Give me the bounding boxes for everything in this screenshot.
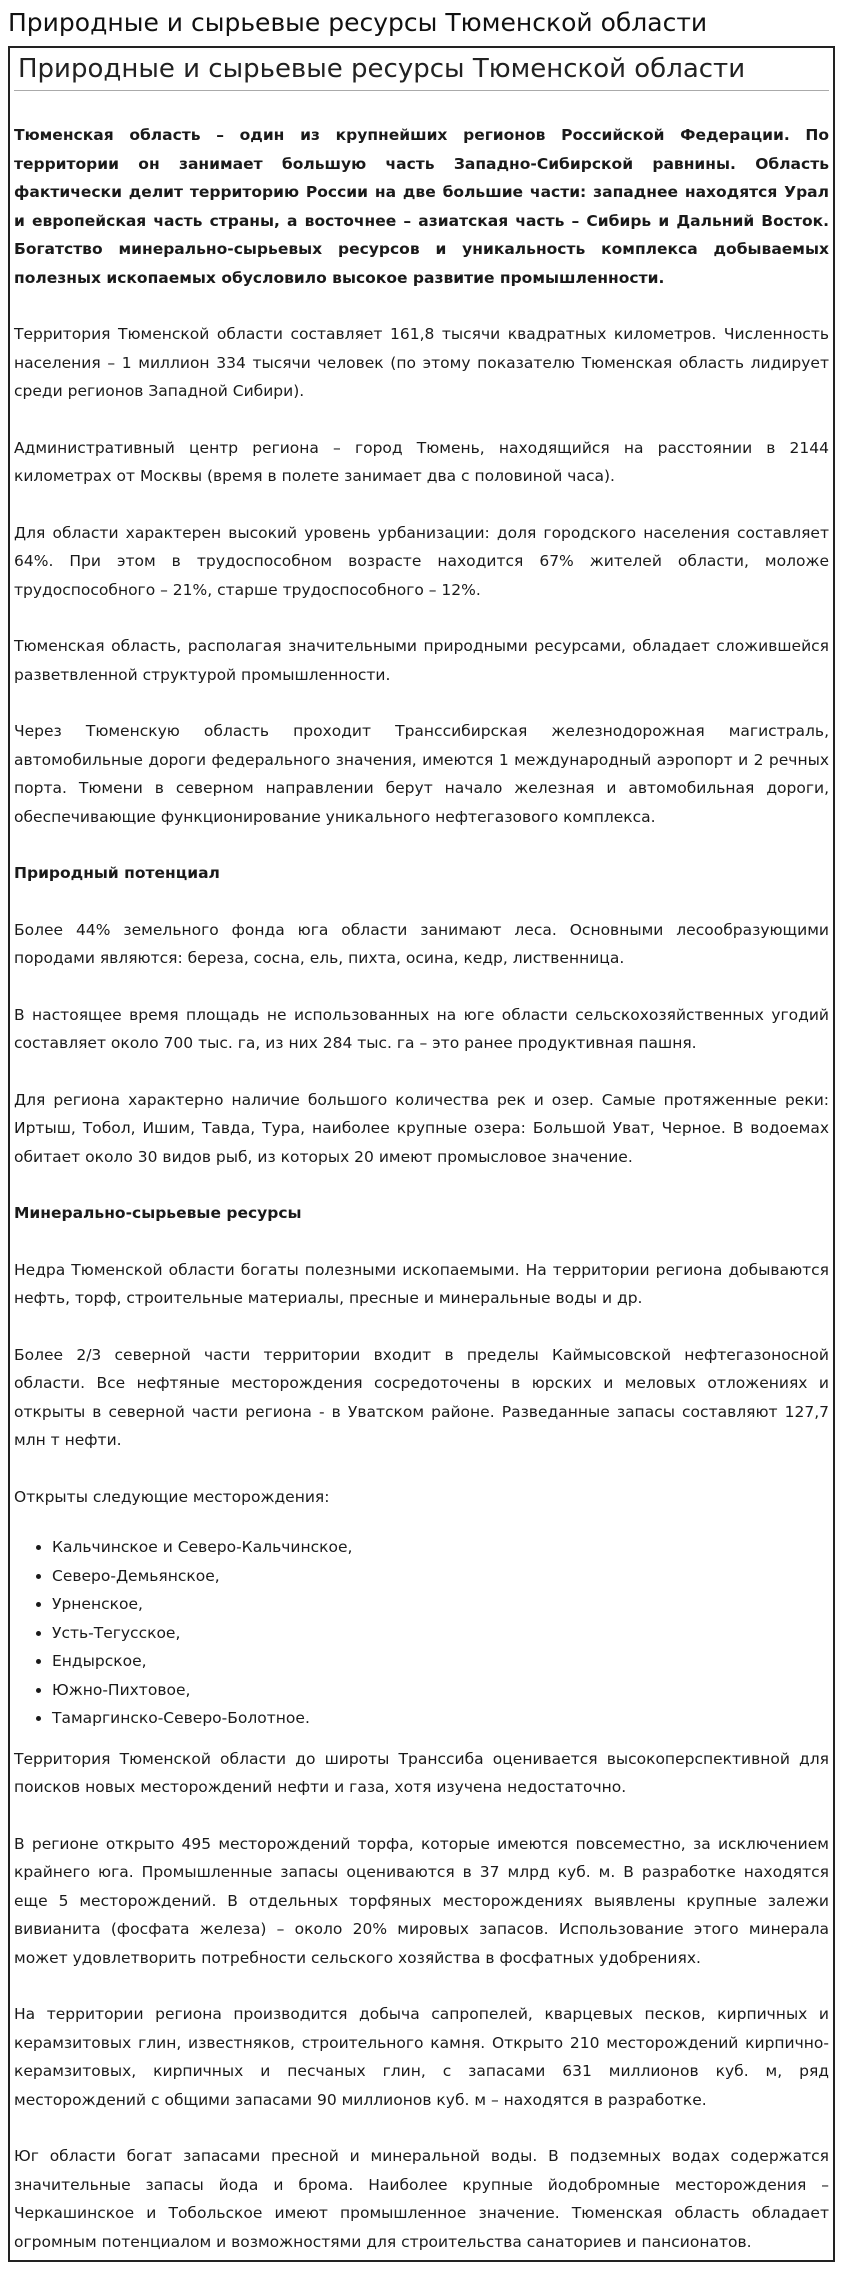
paragraph-building-materials: На территории региона производится добыча сапропелей, кварцевых песков, кирпичных и керамзитовых глин, известняков, строительного камня. Открыто 210 месторождений кирпично-керамзитовых, кирпичных и песчаных глин, с запасами 631 миллионов куб. м, ряд месторождений с общими запасами 90 миллионов куб. м – находятся в разработке. bbox=[14, 2005, 829, 2109]
list-item: • Кальчинское и Северо-Кальчинское, bbox=[52, 1533, 829, 1562]
page-title: Природные и сырьевые ресурсы Тюменской области bbox=[8, 8, 708, 37]
list-item: • Урненское, bbox=[52, 1590, 829, 1619]
article-title: Природные и сырьевые ресурсы Тюменской области bbox=[14, 48, 829, 91]
paragraph-farmland: В настоящее время площадь не использованных на юге области сельскохозяйственных угодий составляет около 700 тыс. га, из них 284 тыс. га – это ранее продуктивная пашня. bbox=[14, 1005, 829, 1052]
article-frame bbox=[8, 46, 835, 2262]
paragraph-subsoil: Недра Тюменской области богаты полезными ископаемыми. На территории региона добываются нефть, торф, строительные материалы, пресные и минеральные воды и др. bbox=[14, 1260, 829, 1307]
heading-mineral-resources: Минерально-сырьевые ресурсы bbox=[14, 1204, 302, 1222]
heading-natural-potential: Природный потенциал bbox=[14, 864, 220, 882]
paragraph-urbanization: Для области характерен высокий уровень урбанизации: доля городского населения составляет 64%. При этом в трудоспособном возрасте находится 67% жителей области, моложе трудоспособного – 21%, старше трудоспособного – 12%. bbox=[14, 523, 829, 599]
paragraph-capital: Административный центр региона – город Тюмень, находящийся на расстоянии в 2144 километрах от Москвы (время в полете занимает два с половиной часа). bbox=[14, 438, 829, 485]
paragraph-transport: Через Тюменскую область проходит Транссибирская железнодорожная магистраль, автомобильные дороги федерального значения, имеются 1 международный аэропорт и 2 речных порта. Тюмени в северном направлении берут начало железная и автомобильная дороги, обеспечивающие функционирование уникального нефтегазового комплекса. bbox=[14, 722, 829, 826]
deposits-list bbox=[14, 1533, 829, 1733]
paragraph-oil-region: Более 2/3 северной части территории входит в пределы Каймысовской нефтегазоносной области. Все нефтяные месторождения сосредоточены в юрских и меловых отложениях и открыты в северной части региона - в Уватском районе. Разведанные запасы составляют 127,7 млн т нефти. bbox=[14, 1345, 829, 1449]
list-item: • Ендырское, bbox=[52, 1647, 829, 1676]
paragraph-prospects: Территория Тюменской области до широты Транссиба оценивается высокоперспективной для поисков новых месторождений нефти и газа, хотя изучена недостаточно. bbox=[14, 1749, 829, 1796]
paragraph-territory: Территория Тюменской области составляет 161,8 тысячи квадратных километров. Численность населения – 1 миллион 334 тысячи человек (по этому показателю Тюменская область лидирует среди регионов Западной Сибири). bbox=[14, 325, 829, 400]
lead-paragraph: Тюменская область – один из крупнейших регионов Российской Федерации. По территории он занимает большую часть Западно-Сибирской равнины. Область фактически делит территорию России на две большие части: западнее находятся Урал и европейская часть страны, а восточнее – азиатская часть – Сибирь и Дальний Восток. Богатство минерально-сырьевых ресурсов и уникальность комплекса добываемых полезных ископаемых обусловило высокое развитие промышленности. bbox=[14, 126, 829, 287]
paragraph-industry: Тюменская область, располагая значительными природными ресурсами, обладает сложившейся разветвленной структурой промышленности. bbox=[14, 637, 829, 684]
paragraph-rivers: Для региона характерно наличие большого количества рек и озер. Самые протяженные реки: Иртыш, Тобол, Ишим, Тавда, Тура, наиболее крупные озера: Большой Уват, Черное. В водоемах обитает около 30 видов рыб, из которых 20 имеют промысловое значение. bbox=[14, 1090, 829, 1166]
paragraph-forests: Более 44% земельного фонда юга области занимают леса. Основными лесообразующими породами являются: береза, сосна, ель, пихта, осина, кедр, лиственница. bbox=[14, 920, 829, 967]
paragraph-deposits-intro: Открыты следующие месторождения: bbox=[14, 1487, 330, 1506]
paragraph-water: Юг области богат запасами пресной и минеральной воды. В подземных водах содержатся значительные запасы йода и брома. Наиболее крупные йодобромные месторождения – Черкашинское и Тобольское имеют промышленное значение. Тюменская область обладает огромным потенциалом и возможностями для строительства санаториев и пансионатов. bbox=[14, 2147, 829, 2251]
list-item: • Тамаргинско-Северо-Болотное. bbox=[52, 1704, 829, 1733]
paragraph-peat: В регионе открыто 495 месторождений торфа, которые имеются повсеместно, за исключением крайнего юга. Промышленные запасы оцениваются в 37 млрд куб. м. В разработке находятся еще 5 месторождений. В отдельных торфяных месторождениях выявлены крупные залежи вивианита (фосфата железа) – около 20% мировых запасов. Использование этого минерала может удовлетворить потребности сельского хозяйства в фосфатных удобрениях. bbox=[14, 1834, 829, 1967]
list-item: • Усть-Тегусское, bbox=[52, 1619, 829, 1648]
article-content bbox=[14, 91, 829, 2256]
list-item: • Северо-Демьянское, bbox=[52, 1562, 829, 1591]
list-item: • Южно-Пихтовое, bbox=[52, 1676, 829, 1705]
